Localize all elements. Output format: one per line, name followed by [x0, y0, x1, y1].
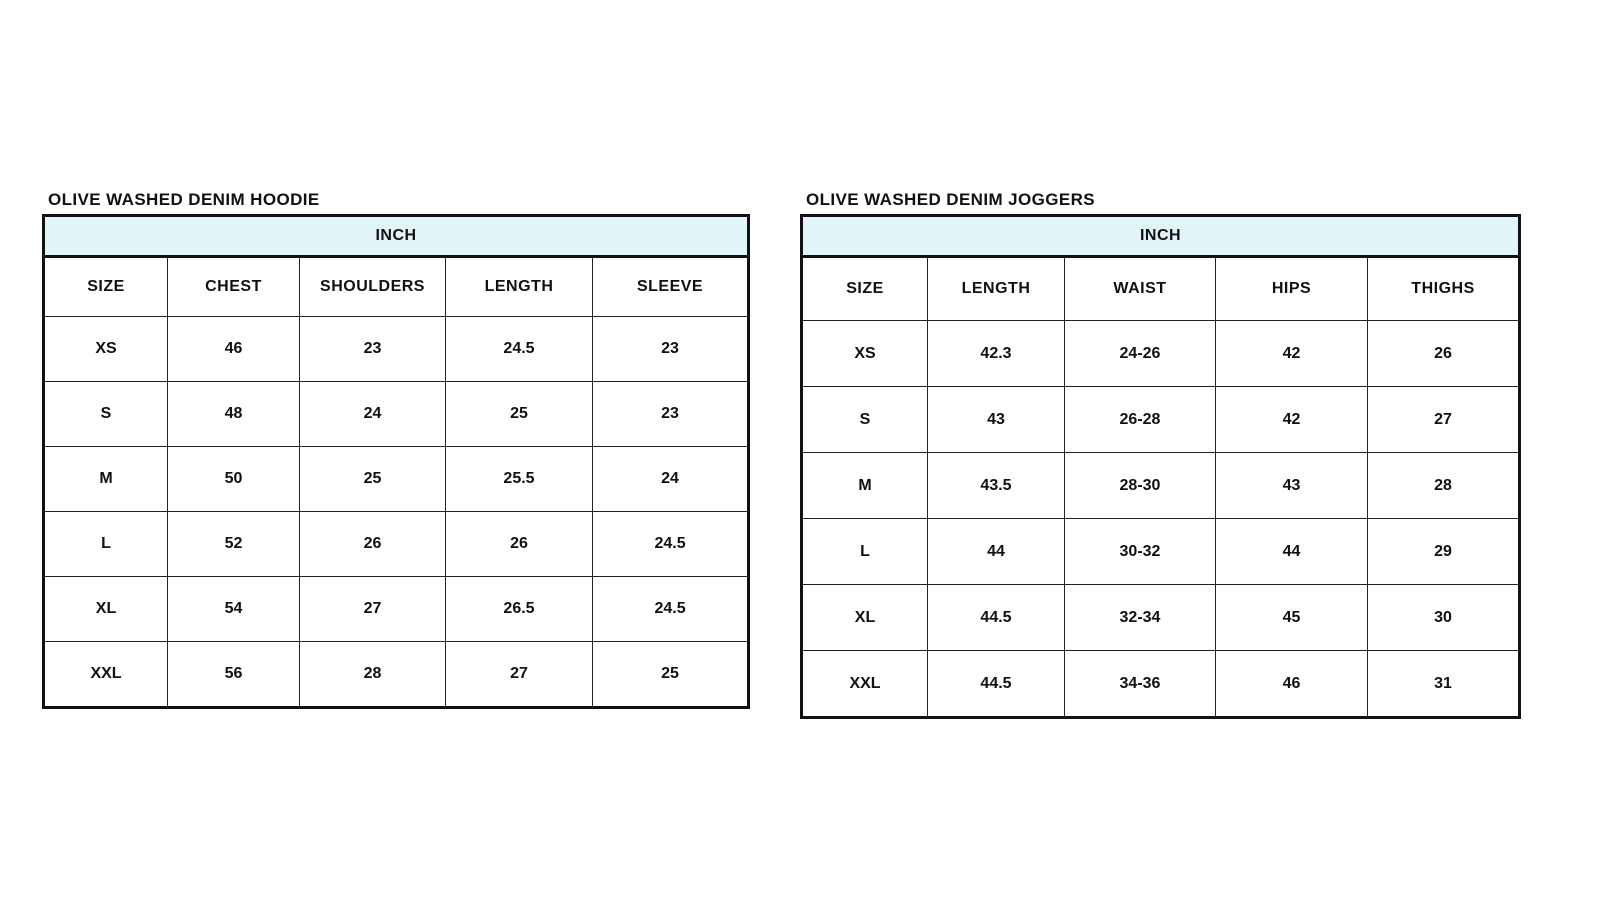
length-cell: 26.5	[446, 577, 593, 642]
thighs-cell: 27	[1368, 387, 1520, 453]
unit-header: INCH	[802, 216, 1520, 257]
sleeve-cell: 24.5	[593, 512, 749, 577]
length-cell: 44.5	[928, 651, 1065, 718]
chest-cell: 50	[168, 447, 300, 512]
table-row	[44, 447, 749, 512]
waist-cell: 34-36	[1065, 651, 1216, 718]
hips-cell: 42	[1216, 321, 1368, 387]
column-header-thighs: THIGHS	[1368, 257, 1520, 321]
size-cell: XL	[44, 577, 168, 642]
shoulders-cell: 28	[300, 642, 446, 708]
size-cell: M	[802, 453, 928, 519]
sleeve-cell: 23	[593, 382, 749, 447]
shoulders-cell: 27	[300, 577, 446, 642]
hips-cell: 46	[1216, 651, 1368, 718]
joggers-chart-title: OLIVE WASHED DENIM JOGGERS	[806, 190, 1096, 209]
hips-cell: 44	[1216, 519, 1368, 585]
size-cell: XXL	[802, 651, 928, 718]
thighs-cell: 31	[1368, 651, 1520, 718]
chest-cell: 54	[168, 577, 300, 642]
thighs-cell: 30	[1368, 585, 1520, 651]
hoodie-chart-title: OLIVE WASHED DENIM HOODIE	[48, 190, 320, 209]
length-cell: 25.5	[446, 447, 593, 512]
size-cell: S	[802, 387, 928, 453]
thighs-cell: 28	[1368, 453, 1520, 519]
column-header-size: SIZE	[44, 257, 168, 317]
waist-cell: 30-32	[1065, 519, 1216, 585]
joggers-size-table	[800, 214, 1521, 719]
length-cell: 42.3	[928, 321, 1065, 387]
length-cell: 44	[928, 519, 1065, 585]
table-row	[44, 642, 749, 708]
hips-cell: 43	[1216, 453, 1368, 519]
size-cell: XL	[802, 585, 928, 651]
table-row	[802, 519, 1520, 585]
chest-cell: 46	[168, 317, 300, 382]
column-header-waist: WAIST	[1065, 257, 1216, 321]
column-header-chest: CHEST	[168, 257, 300, 317]
waist-cell: 26-28	[1065, 387, 1216, 453]
column-header-hips: HIPS	[1216, 257, 1368, 321]
shoulders-cell: 23	[300, 317, 446, 382]
unit-header: INCH	[44, 216, 749, 257]
joggers-size-chart	[800, 190, 1520, 719]
size-cell: XS	[802, 321, 928, 387]
waist-cell: 28-30	[1065, 453, 1216, 519]
thighs-cell: 26	[1368, 321, 1520, 387]
chest-cell: 56	[168, 642, 300, 708]
chest-cell: 48	[168, 382, 300, 447]
table-row	[44, 317, 749, 382]
table-row	[802, 585, 1520, 651]
column-header-shoulders: SHOULDERS	[300, 257, 446, 317]
chest-cell: 52	[168, 512, 300, 577]
waist-cell: 32-34	[1065, 585, 1216, 651]
sleeve-cell: 23	[593, 317, 749, 382]
column-header-length: LENGTH	[446, 257, 593, 317]
shoulders-cell: 26	[300, 512, 446, 577]
size-cell: XS	[44, 317, 168, 382]
table-row	[802, 651, 1520, 718]
waist-cell: 24-26	[1065, 321, 1216, 387]
length-cell: 25	[446, 382, 593, 447]
size-cell: XXL	[44, 642, 168, 708]
size-cell: S	[44, 382, 168, 447]
hoodie-size-table	[42, 214, 750, 709]
length-cell: 43.5	[928, 453, 1065, 519]
size-cell: L	[44, 512, 168, 577]
sleeve-cell: 24.5	[593, 577, 749, 642]
column-header-length: LENGTH	[928, 257, 1065, 321]
column-header-sleeve: SLEEVE	[593, 257, 749, 317]
shoulders-cell: 24	[300, 382, 446, 447]
hips-cell: 45	[1216, 585, 1368, 651]
table-row	[802, 387, 1520, 453]
table-row	[44, 512, 749, 577]
table-row	[44, 577, 749, 642]
shoulders-cell: 25	[300, 447, 446, 512]
sleeve-cell: 25	[593, 642, 749, 708]
length-cell: 26	[446, 512, 593, 577]
length-cell: 43	[928, 387, 1065, 453]
table-row	[802, 321, 1520, 387]
sleeve-cell: 24	[593, 447, 749, 512]
length-cell: 27	[446, 642, 593, 708]
size-cell: L	[802, 519, 928, 585]
thighs-cell: 29	[1368, 519, 1520, 585]
column-header-size: SIZE	[802, 257, 928, 321]
table-row	[802, 453, 1520, 519]
hips-cell: 42	[1216, 387, 1368, 453]
length-cell: 24.5	[446, 317, 593, 382]
size-cell: M	[44, 447, 168, 512]
table-row	[44, 382, 749, 447]
hoodie-size-chart	[42, 190, 750, 709]
length-cell: 44.5	[928, 585, 1065, 651]
